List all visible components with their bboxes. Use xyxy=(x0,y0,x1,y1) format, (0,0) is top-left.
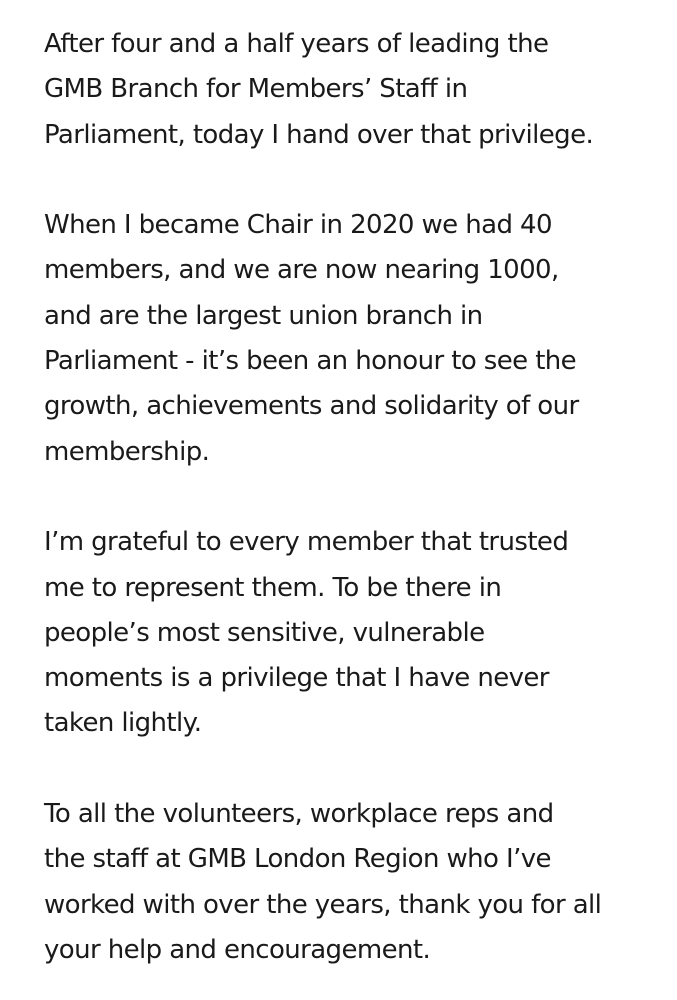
text-line: To all the volunteers, workplace reps and xyxy=(44,799,554,830)
paragraph-gratitude xyxy=(44,520,664,746)
text-line: worked with over the years, thank you for all xyxy=(44,889,602,920)
text-line: Parliament - it’s been an honour to see the xyxy=(44,346,577,377)
text-line: I’m grateful to every member that trusted xyxy=(44,527,569,558)
text-line: and are the largest union branch in xyxy=(44,300,483,331)
paragraph-handover xyxy=(44,22,664,158)
text-line: growth, achievements and solidarity of our xyxy=(44,391,579,422)
text-line: your help and encouragement. xyxy=(44,934,431,965)
paragraph-growth xyxy=(44,203,664,475)
text-line: people’s most sensitive, vulnerable xyxy=(44,617,485,648)
text-line: moments is a privilege that I have never xyxy=(44,663,549,694)
text-line: me to represent them. To be there in xyxy=(44,572,502,603)
text-line: the staff at GMB London Region who I’ve xyxy=(44,844,551,875)
text-line: When I became Chair in 2020 we had 40 xyxy=(44,210,552,241)
text-line: taken lightly. xyxy=(44,708,202,739)
text-line: members, and we are now nearing 1000, xyxy=(44,255,559,286)
text-line: membership. xyxy=(44,436,210,467)
note-body xyxy=(44,22,664,973)
text-line: Parliament, today I hand over that privilege. xyxy=(44,119,594,150)
text-line: After four and a half years of leading the xyxy=(44,29,549,59)
text-line: GMB Branch for Members’ Staff in xyxy=(44,74,468,105)
paragraph-thanks xyxy=(44,792,664,973)
